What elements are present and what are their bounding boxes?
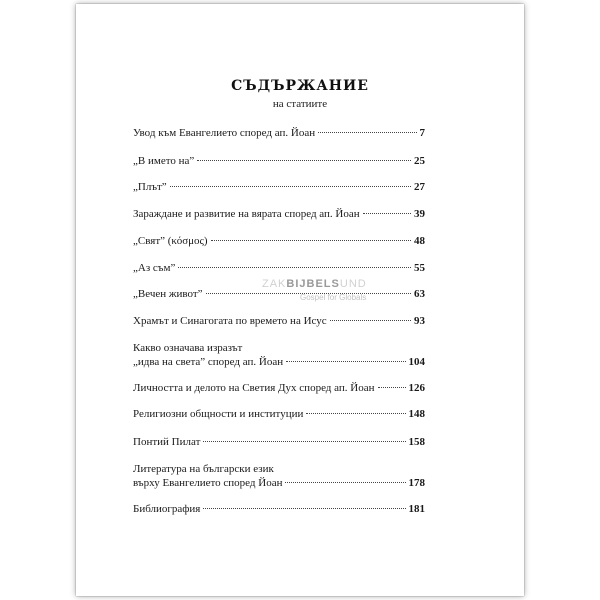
toc-entry-page: 104 bbox=[408, 356, 425, 368]
toc-entry-page: 27 bbox=[414, 181, 425, 193]
watermark-light: ZAK bbox=[262, 278, 287, 290]
leader-dots bbox=[211, 240, 411, 241]
toc-entry-title: Понтий Пилат bbox=[133, 436, 201, 448]
toc-entry-title: върху Евангелието според Йоан bbox=[133, 477, 283, 489]
leader-dots bbox=[203, 508, 405, 509]
leader-dots bbox=[285, 482, 405, 483]
toc-entry-title: „Аз съм” bbox=[133, 262, 176, 274]
toc-entry bbox=[133, 502, 425, 516]
toc-entry-page: 158 bbox=[408, 436, 425, 448]
toc-entry-page: 178 bbox=[408, 477, 425, 489]
watermark-rest: UND bbox=[339, 278, 367, 290]
toc-entry-page: 181 bbox=[408, 503, 425, 515]
leader-dots bbox=[363, 213, 411, 214]
toc-heading: СЪДЪРЖАНИЕ bbox=[231, 78, 369, 94]
toc-entry-title-line1: Литература на български език bbox=[133, 463, 274, 475]
leader-dots bbox=[197, 160, 411, 161]
toc-entry-title: Библиография bbox=[133, 503, 201, 515]
toc-entry bbox=[133, 314, 425, 328]
leader-dots bbox=[330, 320, 411, 321]
toc-entry-page: 48 bbox=[414, 235, 425, 247]
toc-entry-title: Увод към Евангелието според ап. Йоан bbox=[133, 127, 316, 139]
toc-entry-title: Зараждане и развитие на вярата според ап. Йоан bbox=[133, 208, 360, 220]
toc-entry-title: „идва на света” според ап. Йоан bbox=[133, 356, 284, 368]
toc-entry-page: 148 bbox=[408, 408, 425, 420]
toc-entry bbox=[133, 126, 425, 140]
toc-entry-title: Религиозни общности и институции bbox=[133, 408, 304, 420]
leader-dots bbox=[203, 441, 405, 442]
leader-dots bbox=[318, 132, 416, 133]
toc-entry bbox=[133, 261, 425, 275]
watermark-tagline: Gospel for Globals bbox=[300, 293, 367, 302]
toc-entry-page: 63 bbox=[414, 288, 425, 300]
leader-dots bbox=[286, 361, 405, 362]
leader-dots bbox=[178, 267, 411, 268]
toc-subheading: на статиите bbox=[272, 98, 328, 110]
toc-entry-title: Личността и делото на Светия Дух според ап. Йоан bbox=[133, 382, 375, 394]
toc-entry-title: „Вечен живот” bbox=[133, 288, 203, 300]
toc-entry-title: „В името на” bbox=[133, 155, 195, 167]
toc-entry-page: 55 bbox=[414, 262, 425, 274]
toc-entry bbox=[133, 341, 425, 369]
toc-entry bbox=[133, 407, 425, 421]
leader-dots bbox=[170, 186, 411, 187]
leader-dots bbox=[306, 413, 405, 414]
toc-entry-page: 39 bbox=[414, 208, 425, 220]
toc-entry bbox=[133, 207, 425, 221]
toc-entry bbox=[133, 435, 425, 449]
toc-entry-page: 126 bbox=[408, 382, 425, 394]
toc-entry-title: „Плът” bbox=[133, 181, 167, 193]
toc-entry bbox=[133, 154, 425, 168]
toc-entry bbox=[133, 234, 425, 248]
toc-entry bbox=[133, 462, 425, 490]
toc-entry-title-line1: Какво означава изразът bbox=[133, 342, 243, 354]
toc-entry-page: 93 bbox=[414, 315, 425, 327]
toc-entry-page: 7 bbox=[419, 127, 425, 139]
toc-entry-page: 25 bbox=[414, 155, 425, 167]
toc-entry-title: „Свят” (κόσμος) bbox=[133, 235, 208, 247]
toc-entry bbox=[133, 381, 425, 395]
toc-entry-title: Храмът и Синагогата по времето на Исус bbox=[133, 315, 327, 327]
toc-entry bbox=[133, 180, 425, 194]
leader-dots bbox=[378, 387, 406, 388]
watermark-logo bbox=[262, 278, 367, 290]
watermark-bold: BIJBELS bbox=[286, 278, 340, 290]
